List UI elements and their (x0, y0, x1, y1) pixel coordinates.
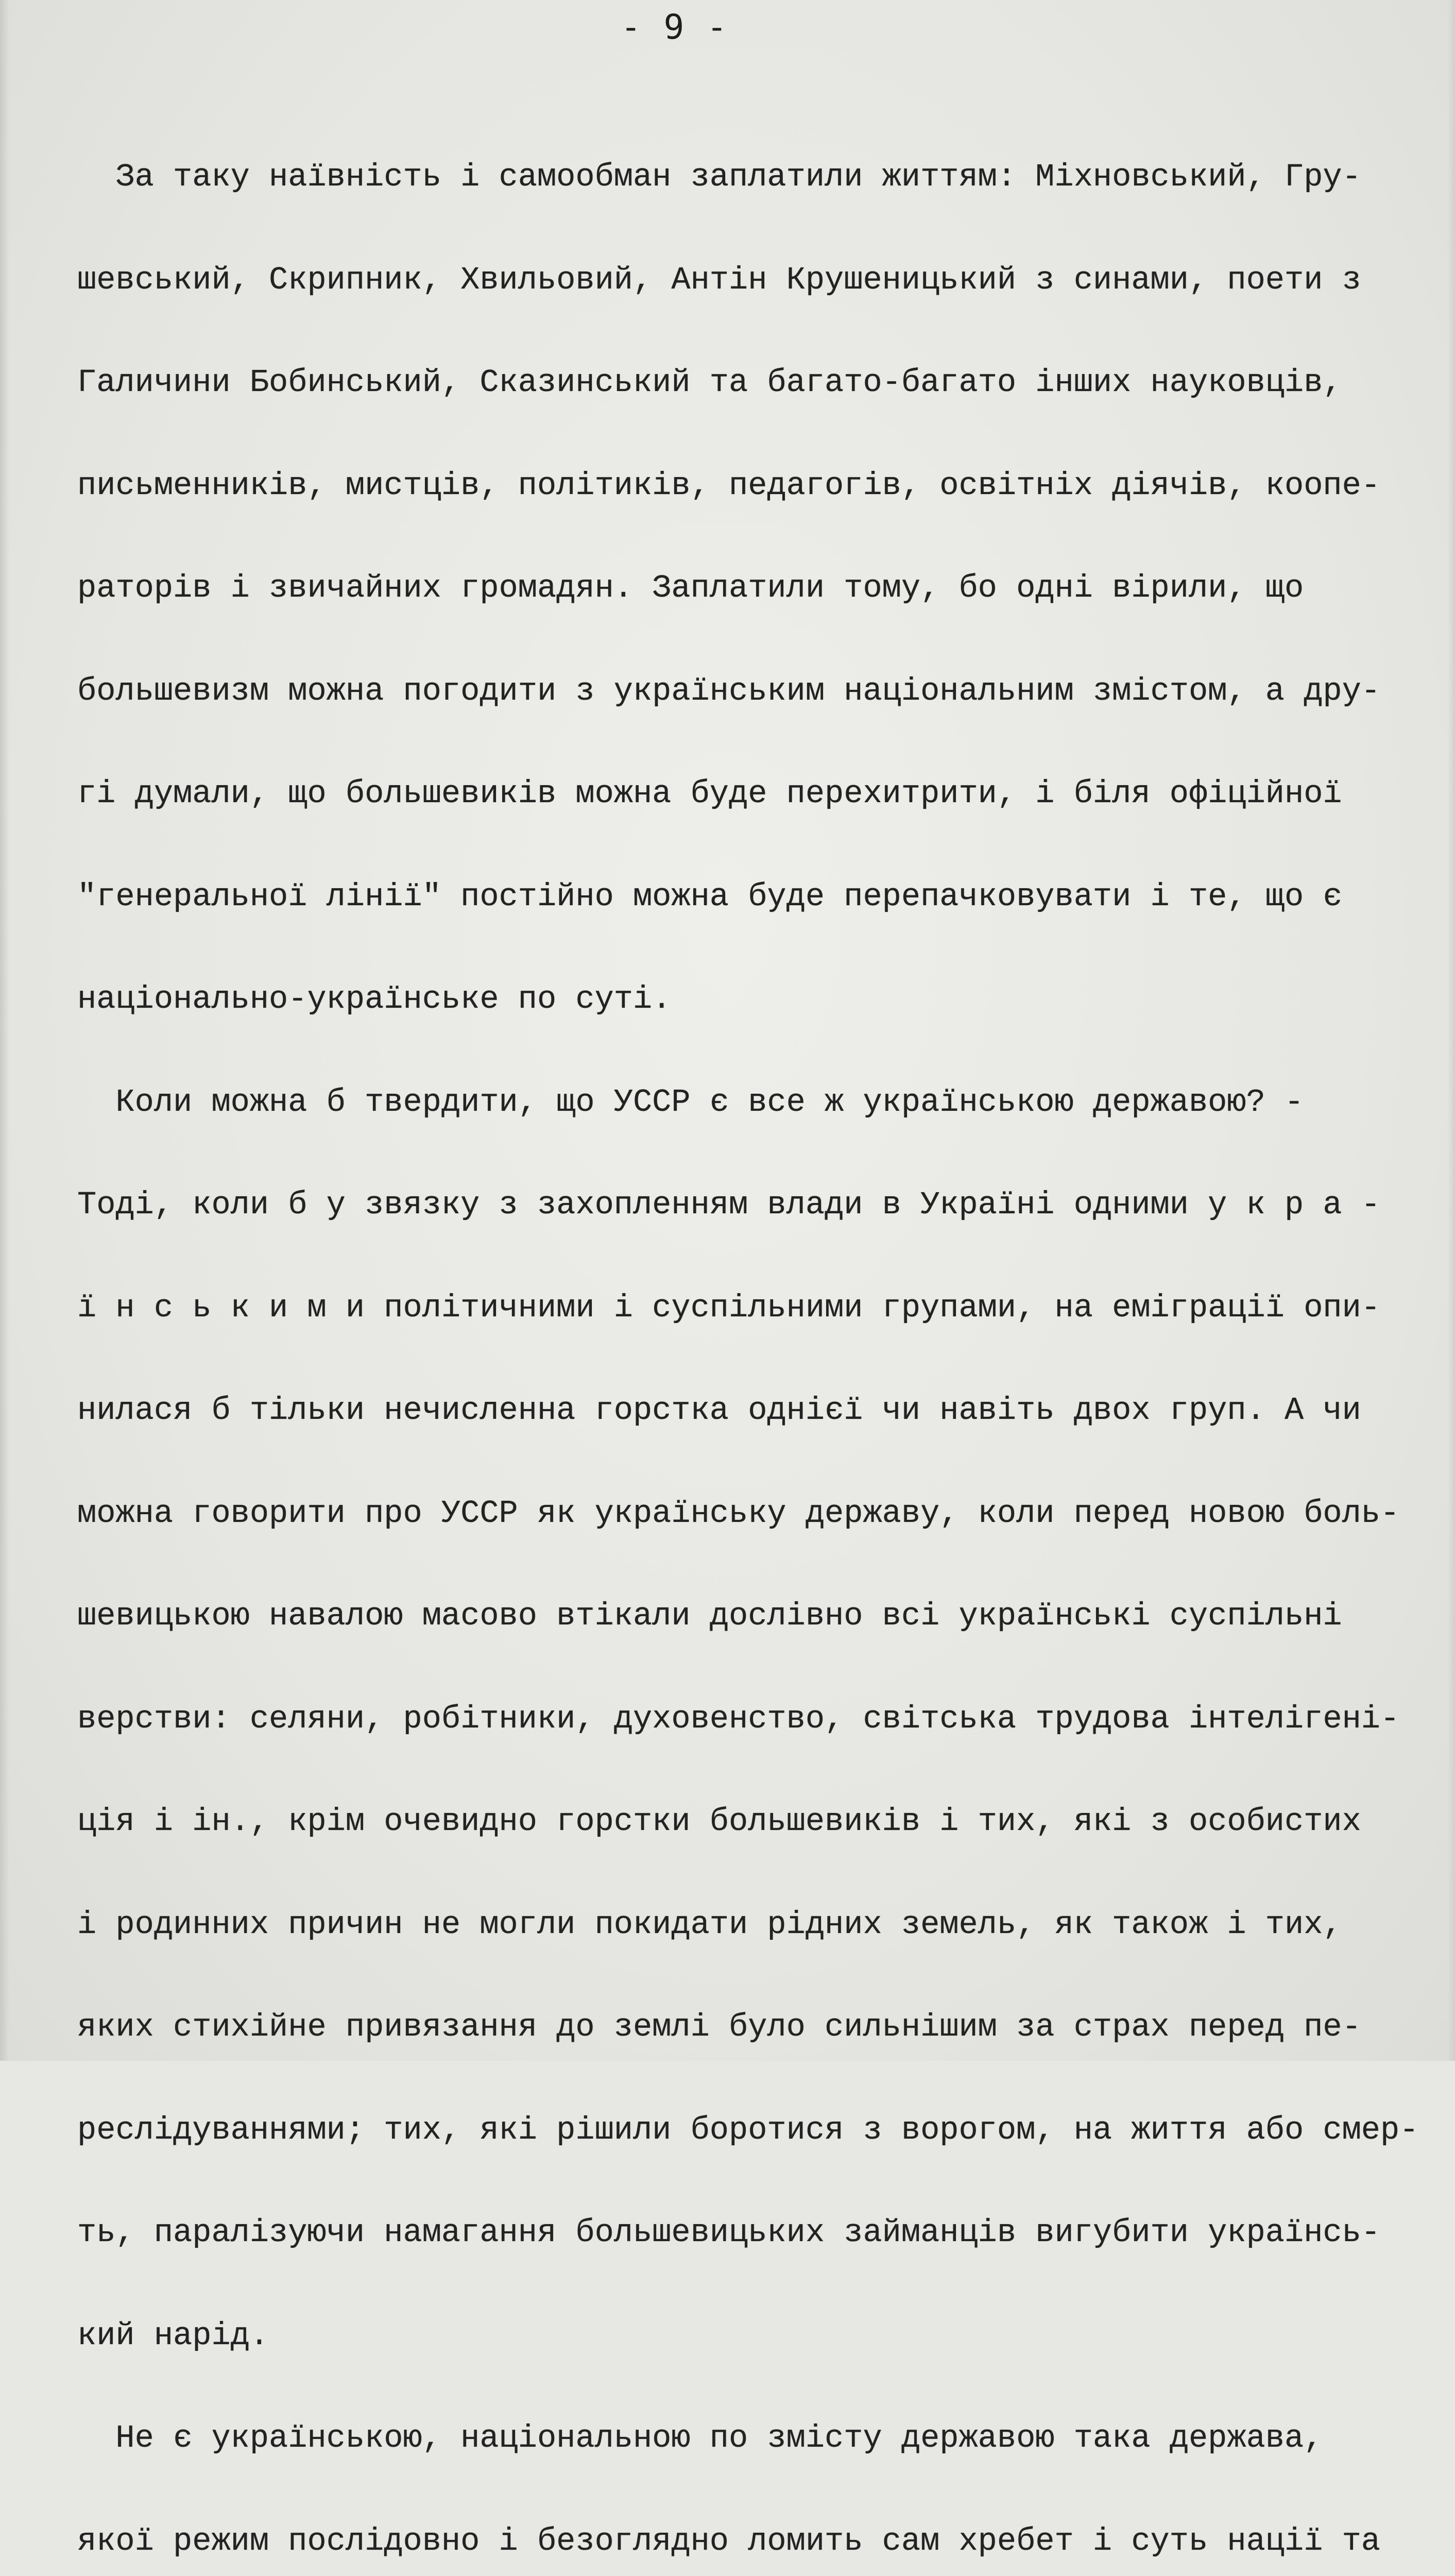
text-line: "генеральної лінії" постійно можна буде перепачковувати і те, що є (77, 878, 1342, 915)
text-line: можна говорити про УССР як українську державу, коли перед новою боль- (77, 1495, 1400, 1532)
text-line: ція і ін., крім очевидно горстки большевиків і тих, які з особистих (77, 1803, 1361, 1840)
text-line: раторів і звичайних громадян. Заплатили тому, бо одні вірили, що (77, 570, 1304, 606)
text-line: гі думали, що большевиків можна буде перехитрити, і біля офіційної (77, 775, 1342, 812)
text-line: Коли можна б твердити, що УССР є все ж українською державою? - (77, 1083, 1304, 1121)
typewritten-body (77, 92, 1437, 2576)
text-line: і родинних причин не могли покидати рідних земель, як також і тих, (77, 1906, 1342, 1943)
text-line: Галичини Бобинський, Сказинський та багато-багато інших науковців, (77, 364, 1342, 401)
text-line: нилася б тільки нечисленна горстка однієї чи навіть двох груп. А чи (77, 1392, 1361, 1429)
text-line: якої режим послідовно і безоглядно ломить сам хребет і суть нації та (77, 2522, 1381, 2560)
text-line: ть, паралізуючи намагання большевицьких займанців вигубити українсь- (77, 2214, 1381, 2251)
page-number: - 9 - (621, 7, 728, 47)
text-line: реслідуваннями; тих, які рішили боротися з ворогом, на життя або смер- (77, 2111, 1419, 2148)
text-line: Тоді, коли б у звязку з захопленням влади в Україні одними у к р а - (77, 1187, 1381, 1223)
page-right-shadow (1448, 0, 1455, 2061)
text-line: шевський, Скрипник, Хвильовий, Антін Крушеницький з синами, поети з (77, 261, 1361, 298)
text-line: ї н с ь к и м и політичними і суспільними групами, на еміграції опи- (77, 1289, 1381, 1326)
text-line: яких стихійне привязання до землі було сильнішим за страх перед пе- (77, 2009, 1361, 2045)
text-line: За таку наївність і самообман заплатили життям: Міхновський, Гру- (77, 159, 1361, 195)
text-line: большевизм можна погодити з українським національним змістом, а дру- (77, 672, 1381, 709)
text-line: Не є українською, національною по змісту державою така держава, (77, 2420, 1323, 2456)
text-line: верстви: селяни, робітники, духовенство, світська трудова інтелігені- (77, 1700, 1400, 1737)
text-line: кий нарід. (77, 2317, 269, 2354)
text-line: письменників, мистців, політиків, педагогів, освітніх діячів, коопе- (77, 467, 1381, 504)
text-line: національно-українське по суті. (77, 981, 672, 1018)
text-line: шевицькою навалою масово втікали дослівно всі українські суспільні (77, 1598, 1342, 1634)
page-left-shadow (0, 0, 9, 2061)
